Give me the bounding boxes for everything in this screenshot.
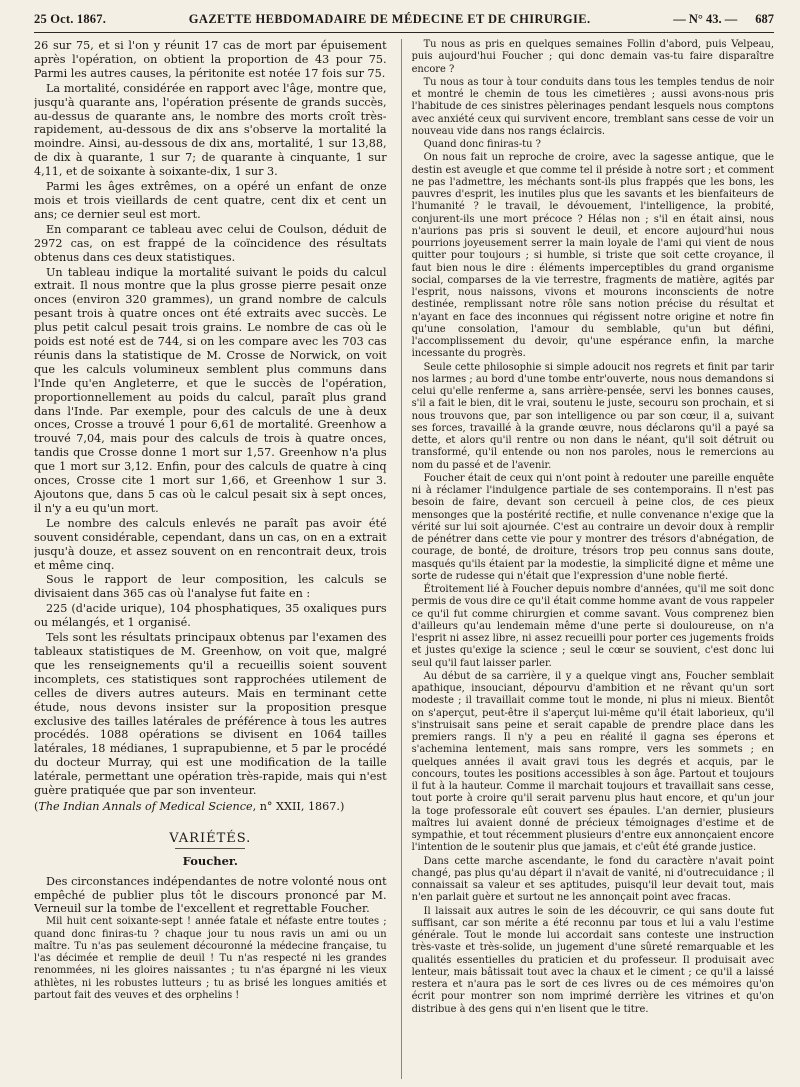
speech-paragraph: Quand donc finiras-tu ?: [423, 139, 541, 150]
speech-paragraph: Tu nous as pris en quelques semaines Follin d'abord, puis Velpeau, puis aujourd'hui Foucher ; qui donc demain vas-tu faire disparaître encore ?: [411, 39, 774, 75]
article-paragraph: 225 (d'acide urique), 104 phosphatiques, 35 oxaliques purs ou mélangés, et 1 organisé.: [34, 602, 387, 630]
speech-paragraph: Au début de sa carrière, il y a quelque vingt ans, Foucher semblait apathique, insouciant, dépourvu d'ambition et ne rêvant qu'un sort modeste ; il travaillait comme tout le monde, ni plus ni mieux. Bientôt on s'aperçut, peut-être il s'aperçut lui-même qu'il était laborieux, qu'il s'instruisait sans peine et serait capable de prendre place dans les premiers rangs. Il n'y a peu en réalité il gagna ses éperons et s'achemina lentement, mais sans rompre, vers les sommets ; en quelques années il avait gravi tous les degrés et acquis, par le concours, toutes les positions accessibles à son âge. Partout et toujours il fut à la hauteur. Comme il marchait toujours et travaillait sans cesse, tout porte à croire qu'il serait parvenu plus haut encore, et qu'un jour la toge professorale eût couvert ses épaules. L'an dernier, plusieurs maîtres lui avaient donné de précieux témoignages d'estime et de sympathie, et tout récemment plusieurs d'entre eux annonçaient encore l'intention de le soutenir plus que jamais, et c'eût été grande justice.: [411, 670, 774, 854]
intro-paragraph: Des circonstances indépendantes de notre volonté nous ont empêché de publier plus tôt le discours prononcé par M. Verneuil sur la tombe de l'excellent et regrettable Foucher.: [34, 874, 387, 916]
speech-paragraph: On nous fait un reproche de croire, avec la sagesse antique, que le destin est aveugle et que comme tel il préside à notre sort ; et comment ne pas l'admettre, les méchants sont-ils plus frappés que les bons, les pauvres d'esprit, les inutiles plus que les savants et les bienfaiteurs de l'humanité ? le travail, le dévouement, l'intelligence, la probité, conjurent-ils une mort précoce ? Hélas non ; s'il en était ainsi, nous n'aurions pas pris si souvent le deuil, et encore aujourd'hui nous pourrions joyeusement serrer la main loyale de l'ami qui vient de nous quitter pour toujours ; si humble, si triste que soit cette croyance, il faut bien nous le dire : éléments imperceptibles du grand organisme social, comparses de la vie terrestre, fragments de matière, agités par l'esprit, nous naissons, vivons et mourons inconscients de notre destinée, remplissant notre rôle sans notion précise du résultat et n'ayant en face des inconnues qui régissent notre origine et notre fin qu'une consolation, l'amour du semblable, qu'un but défini, l'accomplissement du devoir, qu'une espérance enfin, la marche incessante du progrès.: [411, 152, 774, 360]
page-number: 687: [755, 12, 774, 26]
section-subtitle: Foucher.: [182, 853, 238, 868]
two-column-body: [34, 39, 774, 1079]
left-column: [34, 39, 387, 1079]
header-rule: [34, 32, 774, 33]
page-header: [34, 6, 774, 32]
article-paragraph: Tels sont les résultats principaux obtenus par l'examen des tableaux statistiques de M. Greenhow, on voit que, malgré que les renseignements qu'il a recueillis soient souvent incomplets, ces statistiques sont rapprochées utilement de celles de divers autres auteurs. Mais en terminant cette étude, nous devons insister sur la proposition presque exclusive des tailles latérales de préférence à tous les autres procédés. 1088 opérations se divisent en 1064 tailles latérales, 18 médianes, 1 suprapubienne, et 5 par le procédé du docteur Murray, qui est une modification de la taille latérale, permettant une opération très-rapide, mais qui n'est guère pratiquée que par son inventeur.: [34, 631, 387, 798]
citation-journal: The Indian Annals of Medical Science: [38, 799, 253, 813]
journal-title: GAZETTE HEBDOMADAIRE DE MÉDECINE ET DE CHIRURGIE.: [188, 12, 591, 26]
article-paragraph: Sous le rapport de leur composition, les calculs se divisaient dans 365 cas où l'analyse fut faite en :: [34, 573, 387, 601]
header-right: [673, 6, 774, 32]
issue-date: 25 Oct. 1867.: [34, 12, 107, 26]
article-paragraph: Parmi les âges extrêmes, on a opéré un enfant de onze mois et trois vieillards de cent quatre, cent dix et cent un ans; ce dernier seul est mort.: [34, 180, 387, 221]
speech-paragraph: Tu nous as tour à tour conduits dans tous les temples tendus de noir et montré le chemin de tous les cimetières ; aussi avons-nous pris l'habitude de ces sinistres pèlerinages pendant lesquels nous comptons avec anxiété ceux qui survivent encore, tremblant sans cesse de voir un nouveau vide dans nos rangs éclaircis.: [411, 76, 774, 137]
issue-number: — N° 43. —: [673, 12, 738, 26]
article-paragraph: Le nombre des calculs enlevés ne paraît pas avoir été souvent considérable, cependant, dans un cas, on en a extrait jusqu'à douze, et assez souvent on en rencontrait deux, trois et même cinq.: [34, 516, 387, 572]
article-paragraph: 26 sur 75, et si l'on y réunit 17 cas de mort par épuisement après l'opération, on obtient la proportion de 43 pour 75. Parmi les autres causes, la péritonite est notée 17 fois sur 75.: [34, 39, 387, 80]
speech-paragraph: Étroitement lié à Foucher depuis nombre d'années, qu'il me soit donc permis de vous dire ce qu'il était comme homme avant de vous rappeler ce qu'il fut comme chirurgien et comme savant. Vous comprenez bien d'ailleurs qu'au lendemain même d'une perte si douloureuse, on n'a l'esprit ni assez libre, ni assez recueilli pour porter ces jugements froids et justes qu'exige la science ; seul le cœur se souvient, c'est donc lui seul qu'il faut laisser parler.: [411, 584, 774, 669]
article-paragraph: Un tableau indique la mortalité suivant le poids du calcul extrait. Il nous montre que la plus grosse pierre pesait onze onces (environ 320 grammes), un grand nombre de calculs pesant trois à quatre onces ont été extraits avec succès. Le plus petit calcul pesait trois grains. Le nombre de cas où le poids est noté est de 744, si on les compare avec les 703 cas réunis dans la statistique de M. Crosse de Norwick, on voit que les calculs volumineux semblent plus communs dans l'Inde qu'en Angleterre, et que le succès de l'opération, proportionnellement au poids du calcul, paraît plus grand dans l'Inde. Par exemple, pour des calculs de une à deux onces, Crosse a trouvé 1 pour 6,61 de mortalité. Greenhow a trouvé 7,04, mais pour des calculs de trois à quatre onces, tandis que Crosse donne 1 mort sur 1,57. Greenhow n'a plus que 1 mort sur 3,12. Enfin, pour des calculs de quatre à cinq onces, Crosse cite 1 mort sur 1,66, et Greenhow 1 sur 3. Ajoutons que, dans 5 cas où le calcul pesait six à sept onces, il n'y a eu qu'un mort.: [34, 265, 387, 515]
right-column: [401, 39, 774, 1079]
speech-paragraph: Seule cette philosophie si simple adoucit nos regrets et finit par tarir nos larmes ; au bord d'une tombe entr'ouverte, nous nous demandons si celui qu'elle renferme a, sans arrière-pensée, servi les bonnes causes, s'il a fait le bien, dit le vrai, soutenu le juste, secouru son prochain, et si nous trouvons que, par son intelligence ou par son cœur, il a, suivant ses forces, travaillé à la grande œuvre, nous déclarons qu'il a payé sa dette, et alors qu'il rentre ou non dans le néant, qu'il soit détruit ou transformé, qu'il entende ou non nos paroles, nous le remercions au nom du passé et de l'avenir.: [411, 361, 774, 471]
section-title: VARIÉTÉS.: [169, 830, 252, 846]
citation-open: (: [34, 799, 39, 813]
speech-paragraph: Il laissait aux autres le soin de les découvrir, ce qui sans doute fut suffisant, car son mérite a été reconnu par tous et lui a valu l'estime générale. Tout le monde lui accordait sans conteste une instruction très-vaste et très-solide, un jugement d'une sûreté remarquable et les qualités essentielles du praticien et du professeur. Il produisait avec lenteur, mais bâtissait tout avec la chaux et le ciment ; ce qu'il a laissé restera et n'aura pas le sort de ces livres ou de ces mémoires qu'on écrit pour montrer son nom imprimé derrière les vitrines et qu'on distribue à des gens qui n'en lisent que le titre.: [411, 905, 774, 1015]
speech-paragraph: Dans cette marche ascendante, le fond du caractère n'avait point changé, pas plus qu'au départ il n'avait de vanité, ni d'outrecuidance ; il connaissait sa valeur et ses aptitudes, puisqu'il leur devait tout, mais n'en parlait guère et surtout ne les annonçait point avec fracas.: [411, 855, 774, 904]
speech-paragraph: Mil huit cent soixante-sept ! année fatale et néfaste entre toutes ; quand donc finiras-tu ? chaque jour tu nous ravis un ami ou un maître. Tu n'as pas seulement découronné la médecine française, tu l'as décimée et remplie de deuil ! Tu n'as respecté ni les grandes renommées, ni les gloires naissantes ; tu n'as épargné ni les vieux athlètes, ni les robustes lutteurs ; tu as brisé les longues amitiés et partout fait des veuves et des orphelins !: [34, 916, 387, 1001]
article-paragraph: La mortalité, considérée en rapport avec l'âge, montre que, jusqu'à quarante ans, l'opération présente de grands succès, au-dessus de quarante ans, le nombre des morts croît très-rapidement, au-dessous de dix ans s'observe la mortalité la moindre. Ainsi, au-dessous de dix ans, mortalité, 1 sur 13,88, de dix à quarante, 1 sur 7; de quarante à cinquante, 1 sur 4,11, et de soixante à soixante-dix, 1 sur 3.: [34, 81, 387, 179]
speech-opening: [34, 916, 387, 1002]
citation-rest: , n° XXII, 1867.): [252, 799, 345, 813]
section-divider: [175, 848, 245, 849]
article-paragraph: En comparant ce tableau avec celui de Coulson, déduit de 2972 cas, on est frappé de la coïncidence des résultats obtenus dans ces deux statistiques.: [34, 222, 387, 264]
speech-paragraph: Foucher était de ceux qui n'ont point à redouter une pareille enquête ni à réclamer l'indulgence partiale de ses contemporains. Il n'est pas besoin de faire, devant son cercueil à peine clos, de ces pieux mensonges que la postérité rectifie, et nulle convenance n'exige que la vérité sur lui soit ajournée. C'est au contraire un devoir doux à remplir de pénétrer dans cette vie pour y montrer des trésors d'abnégation, de courage, de bonté, de droiture, trésors trop peu connus sans doute, masqués qu'ils étaient par la modestie, la simplicité digne et même une sorte de rudesse qui n'était que l'expression d'une noble fierté.: [411, 472, 774, 582]
article-citation: [34, 800, 387, 814]
